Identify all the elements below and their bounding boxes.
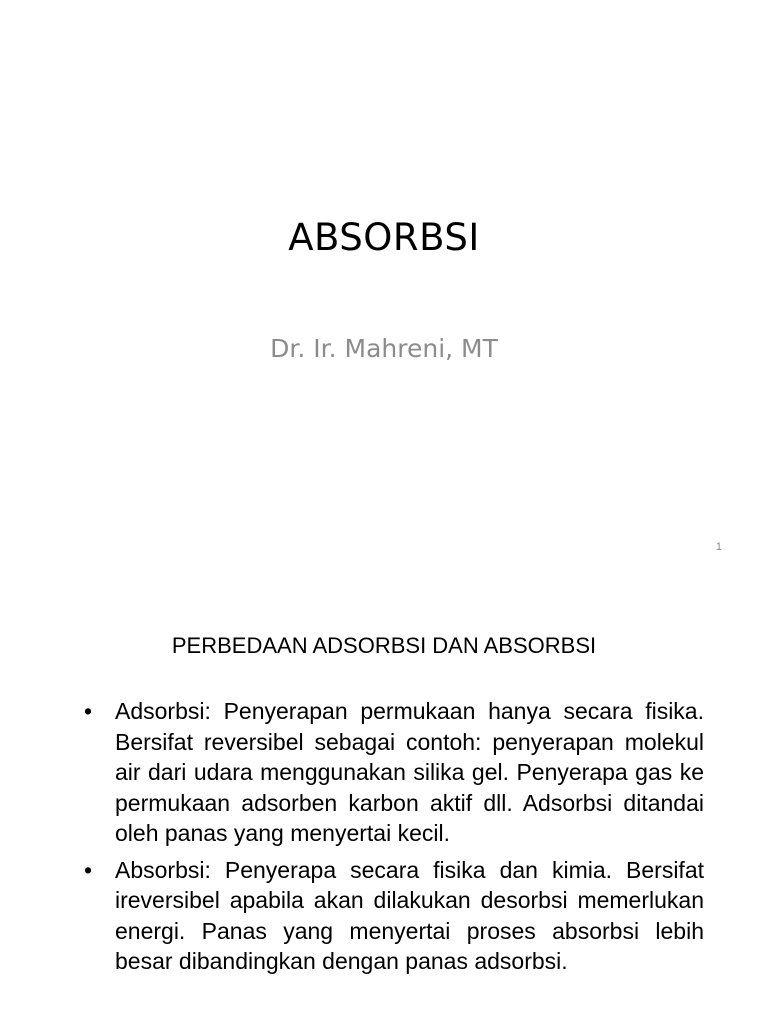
content-slide xyxy=(0,576,768,1024)
bullet-icon: • xyxy=(84,856,93,883)
bullet-text: Adsorbsi: Penyerapan permukaan hanya secara fisika. Bersifat reversibel sebagai contoh: penyerapan molekul air dari udara menggunakan silika gel. Penyerapa gas ke permukaan adsorben karbon aktif dll. Adsorbsi ditandai oleh panas yang menyertai kecil. xyxy=(115,698,704,846)
bullet-item-adsorbsi xyxy=(84,696,704,849)
page-number: 1 xyxy=(715,541,722,553)
bullet-icon: • xyxy=(84,698,93,724)
bullet-item-absorbsi xyxy=(84,855,704,977)
author-subtitle: Dr. Ir. Mahreni, MT xyxy=(270,334,498,363)
slide-heading: PERBEDAAN ADSORBSI DAN ABSORBSI xyxy=(171,633,597,658)
bullet-text: Absorbsi: Penyerapa secara fisika dan kimia. Bersifat ireversibel apabila akan dilakukan desorbsi memerlukan energi. Panas yang menyertai proses absorbsi lebih besar dibandingkan dengan panas adsorbsi. xyxy=(115,856,704,974)
slide-title: ABSORBSI xyxy=(288,216,480,259)
bullet-list xyxy=(84,696,704,983)
